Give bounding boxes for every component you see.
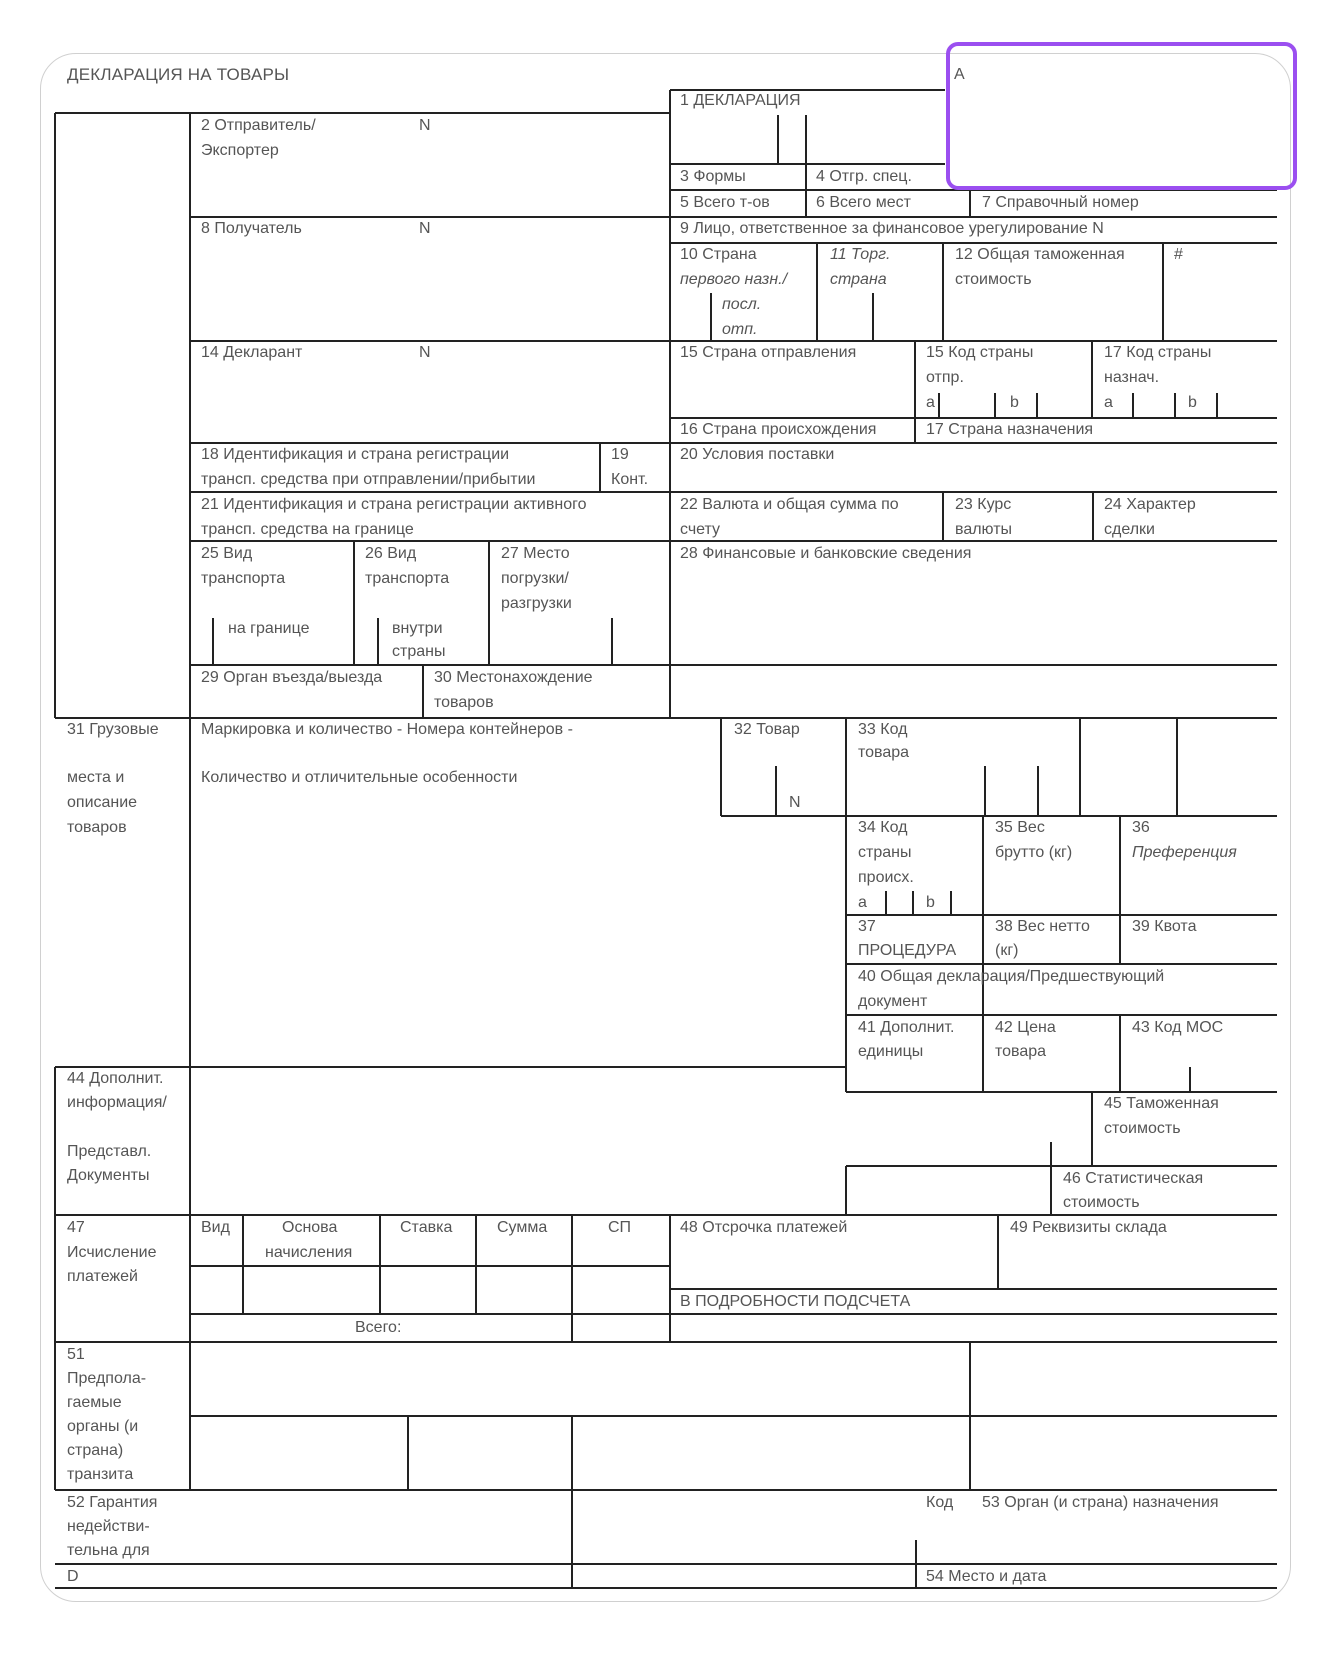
field-45-label: 45 Таможенная	[1104, 1095, 1219, 1112]
field-40-label: 40 Общая декларация/Предшествующий	[858, 968, 1165, 985]
field-18-label-2: трансп. средства при отправлении/прибытии	[201, 471, 536, 488]
field-28-label: 28 Финансовые и банковские сведения	[680, 545, 972, 562]
col-sp: СП	[608, 1219, 632, 1236]
field-38-label-2: (кг)	[995, 942, 1019, 959]
field-21-label: 21 Идентификация и страна регистрации активного	[201, 496, 587, 513]
field-2-label: 2 Отправитель/	[201, 117, 316, 134]
field-51-label-3: гаемые	[67, 1394, 122, 1411]
field-44-label-3: Представл.	[67, 1143, 152, 1160]
field-11-label-2: страна	[830, 271, 887, 288]
field-43-label: 43 Код МОС	[1132, 1019, 1224, 1036]
box-a-highlight[interactable]	[946, 42, 1297, 190]
field-25-label-3: на границе	[228, 620, 310, 637]
field-10-label-3: посл.	[722, 296, 762, 313]
field-26-label-3: внутри	[392, 620, 443, 637]
field-21-label-2: трансп. средства на границе	[201, 521, 414, 538]
field-27-label-3: разгрузки	[501, 595, 572, 612]
field-37-label-2: ПРОЦЕДУРА	[858, 942, 957, 959]
field-31-label: 31 Грузовые	[67, 721, 159, 738]
col-stavka: Ставка	[400, 1219, 453, 1236]
field-33-label-2: товара	[858, 744, 910, 761]
field-44-label: 44 Дополнит.	[67, 1070, 164, 1087]
field-15-sub-a: a	[926, 394, 935, 411]
field-17-sub-a: a	[1104, 394, 1113, 411]
field-53-label: 53 Орган (и страна) назначения	[982, 1494, 1219, 1511]
field-11-label: 11 Торг.	[830, 246, 891, 263]
field-18-label: 18 Идентификация и страна регистрации	[201, 446, 510, 463]
field-38-label: 38 Вес нетто	[995, 918, 1090, 935]
field-d-label: D	[67, 1568, 79, 1585]
field-1-label: 1 ДЕКЛАРАЦИЯ	[680, 92, 801, 109]
field-47-label: 47	[67, 1219, 85, 1236]
field-48-label: 48 Отсрочка платежей	[680, 1219, 848, 1236]
field-14-label: 14 Декларант	[201, 344, 303, 361]
field-52-label-2: недействи-	[67, 1518, 150, 1535]
field-25-label-2: транспорта	[201, 570, 286, 587]
field-2-n: N	[419, 117, 431, 134]
field-6-label: 6 Всего мест	[816, 194, 911, 211]
field-51-label-5: страна)	[67, 1442, 124, 1459]
field-31-label-2: места и	[67, 769, 125, 786]
field-12-label-2: стоимость	[955, 271, 1032, 288]
field-24-label-2: сделки	[1104, 521, 1155, 538]
col-osnova: Основа	[282, 1219, 338, 1236]
field-45-label-2: стоимость	[1104, 1120, 1181, 1137]
field-27-label: 27 Место	[501, 545, 570, 562]
field-42-label: 42 Цена	[995, 1019, 1056, 1036]
field-19-label: 19	[611, 446, 629, 463]
field-16-label: 16 Страна происхождения	[680, 421, 877, 438]
col-summa: Сумма	[497, 1219, 548, 1236]
field-42-label-2: товара	[995, 1043, 1047, 1060]
field-51-label-4: органы (и	[67, 1418, 139, 1435]
field-7-label: 7 Справочный номер	[982, 194, 1139, 211]
field-4-label: 4 Отгр. спец.	[816, 168, 912, 185]
field-15-label: 15 Страна отправления	[680, 344, 857, 361]
field-46-label-2: стоимость	[1063, 1194, 1140, 1211]
field-10-label-2: первого назн./	[680, 271, 788, 288]
field-34-label-2: страны	[858, 844, 912, 861]
field-12-label: 12 Общая таможенная	[955, 246, 1125, 263]
field-12-hash: #	[1174, 246, 1183, 263]
field-35-label: 35 Вес	[995, 819, 1045, 836]
field-51-label-6: транзита	[67, 1466, 134, 1483]
field-25-label: 25 Вид	[201, 545, 253, 562]
box-a-label: A	[954, 66, 965, 83]
field-41-label-2: единицы	[858, 1043, 924, 1060]
field-44-label-2: информация/	[67, 1094, 167, 1111]
field-10-label: 10 Страна	[680, 246, 757, 263]
field-17-sub-b: b	[1188, 394, 1197, 411]
field-3-label: 3 Формы	[680, 168, 746, 185]
field-8-n: N	[419, 220, 431, 237]
field-17-code-label-2: назнач.	[1104, 369, 1160, 386]
field-30-label: 30 Местонахождение	[434, 669, 593, 686]
field-17-code-label: 17 Код страны	[1104, 344, 1212, 361]
field-39-label: 39 Квота	[1132, 918, 1197, 935]
field-35-label-2: брутто (кг)	[995, 844, 1073, 861]
field-47-label-2: Исчисление	[67, 1244, 157, 1261]
field-34-sub-b: b	[926, 894, 935, 911]
field-14-n: N	[419, 344, 431, 361]
form-title: ДЕКЛАРАЦИЯ НА ТОВАРЫ	[67, 65, 290, 84]
field-32-n: N	[789, 794, 801, 811]
field-52-label-3: тельна для	[67, 1542, 150, 1559]
code-label: Код	[926, 1494, 954, 1511]
field-20-label: 20 Условия поставки	[680, 446, 835, 463]
field-49-label: 49 Реквизиты склада	[1010, 1219, 1167, 1236]
field-31-label-3: описание	[67, 794, 138, 811]
field-34-label: 34 Код	[858, 819, 908, 836]
field-51-label-2: Предпола-	[67, 1370, 147, 1387]
field-2-label-2: Экспортер	[201, 142, 279, 159]
field-46-label: 46 Статистическая	[1063, 1170, 1204, 1187]
field-37-label: 37	[858, 918, 876, 935]
field-15-sub-b: b	[1010, 394, 1019, 411]
field-31-label-4: товаров	[67, 819, 127, 836]
field-34-sub-a: a	[858, 894, 867, 911]
field-31-marking: Маркировка и количество - Номера контейнеров -	[201, 721, 573, 738]
field-36-label-2: Преференция	[1132, 844, 1237, 861]
field-24-label: 24 Характер	[1104, 496, 1196, 513]
field-26-label-4: страны	[392, 643, 446, 660]
field-32-label: 32 Товар	[734, 721, 800, 738]
field-23-label: 23 Курс	[955, 496, 1012, 513]
field-52-label: 52 Гарантия	[67, 1494, 158, 1511]
field-33-label: 33 Код	[858, 721, 908, 738]
field-26-label: 26 Вид	[365, 545, 417, 562]
field-40-label-2: документ	[858, 993, 928, 1010]
field-22-label: 22 Валюта и общая сумма по	[680, 496, 899, 513]
field-30-label-2: товаров	[434, 694, 494, 711]
field-34-label-3: происх.	[858, 869, 914, 886]
field-36-label: 36	[1132, 819, 1150, 836]
field-9-label: 9 Лицо, ответственное за финансовое урегулирование N	[680, 220, 1104, 237]
field-19-label-2: Конт.	[611, 471, 649, 488]
field-b-label: B ПОДРОБНОСТИ ПОДСЧЕТА	[680, 1293, 911, 1310]
field-15-code-label: 15 Код страны	[926, 344, 1034, 361]
field-47-label-3: платежей	[67, 1268, 138, 1285]
field-23-label-2: валюты	[955, 521, 1013, 538]
col-vid: Вид	[201, 1219, 230, 1236]
field-22-label-2: счету	[680, 521, 721, 538]
field-10-label-4: отп.	[722, 321, 758, 338]
field-54-label: 54 Место и дата	[926, 1568, 1047, 1585]
col-osnova-2: начисления	[265, 1244, 353, 1261]
field-26-label-2: транспорта	[365, 570, 450, 587]
field-5-label: 5 Всего т-ов	[680, 194, 770, 211]
field-51-label: 51	[67, 1346, 85, 1363]
field-17-label: 17 Страна назначения	[926, 421, 1094, 438]
field-31-quantity: Количество и отличительные особенности	[201, 769, 518, 786]
field-8-label: 8 Получатель	[201, 220, 302, 237]
field-44-label-4: Документы	[67, 1167, 150, 1184]
field-27-label-2: погрузки/	[501, 570, 569, 587]
field-15-code-label-2: отпр.	[926, 369, 964, 386]
field-41-label: 41 Дополнит.	[858, 1019, 955, 1036]
field-29-label: 29 Орган въезда/выезда	[201, 669, 383, 686]
total-label: Всего:	[355, 1319, 402, 1336]
